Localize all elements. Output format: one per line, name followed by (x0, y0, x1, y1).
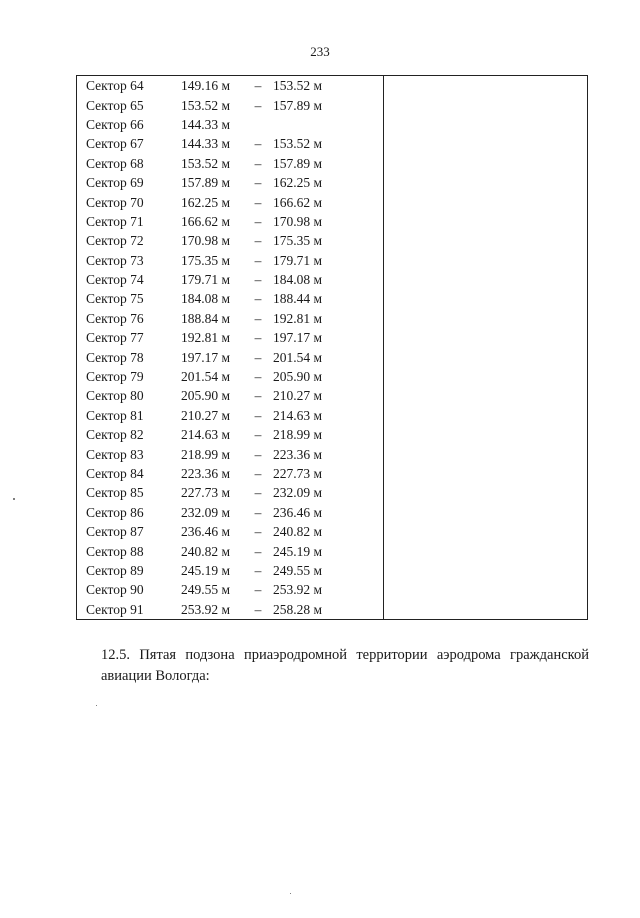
range-to: 245.19 м (273, 543, 323, 559)
range-dash: – (254, 388, 262, 404)
sector-name: Сектор 76 (86, 310, 144, 326)
table-row (77, 192, 383, 211)
range-from: 232.09 м (181, 504, 231, 520)
range-from: 253.92 м (181, 601, 231, 617)
sector-name: Сектор 82 (86, 427, 144, 443)
range-from: 144.33 м (181, 136, 231, 152)
range-from: 153.52 м (181, 97, 231, 113)
sector-rows (77, 76, 383, 619)
table-row (77, 95, 383, 114)
range-to: 192.81 м (273, 310, 323, 326)
range-to: 153.52 м (273, 136, 323, 152)
sector-name: Сектор 86 (86, 504, 144, 520)
range-to: 210.27 м (273, 388, 323, 404)
table-row (77, 406, 383, 425)
range-to: 184.08 м (273, 272, 323, 288)
table-row (77, 444, 383, 463)
range-dash: – (254, 601, 262, 617)
section-line-2: авиации Вологда: (101, 668, 210, 684)
table-row (77, 212, 383, 231)
table-row (77, 154, 383, 173)
range-dash: – (254, 582, 262, 598)
range-from: 157.89 м (181, 175, 231, 191)
range-from: 218.99 м (181, 446, 231, 462)
table-row (77, 386, 383, 405)
table-row (77, 541, 383, 560)
range-to: 175.35 м (273, 233, 323, 249)
scan-speck (13, 498, 15, 500)
range-from: 236.46 м (181, 524, 231, 540)
range-to: 227.73 м (273, 466, 323, 481)
range-to: 223.36 м (273, 446, 323, 462)
sector-name: Сектор 74 (86, 272, 144, 288)
range-from: 227.73 м (181, 485, 231, 501)
range-from: 153.52 м (181, 155, 231, 171)
table-row (77, 76, 383, 95)
range-to: 240.82 м (273, 524, 323, 540)
table-row (77, 289, 383, 308)
range-dash: – (254, 427, 262, 443)
table-row (77, 600, 383, 619)
range-to: 157.89 м (273, 155, 323, 171)
range-from: 170.98 м (181, 233, 231, 249)
scan-speck (290, 893, 291, 894)
range-dash: – (254, 194, 262, 210)
sector-name: Сектор 72 (86, 233, 144, 249)
range-from: 197.17 м (181, 349, 231, 365)
range-to: 170.98 м (273, 213, 323, 229)
range-dash: – (254, 485, 262, 501)
range-from: 188.84 м (181, 310, 231, 326)
range-to: 179.71 м (273, 252, 323, 268)
sector-name: Сектор 88 (86, 543, 144, 559)
range-from: 205.90 м (181, 388, 231, 404)
table-row (77, 309, 383, 328)
range-from: 214.63 м (181, 427, 231, 443)
range-to: 162.25 м (273, 175, 323, 191)
sector-name: Сектор 87 (86, 524, 144, 540)
range-from: 166.62 м (181, 213, 231, 229)
sector-name: Сектор 65 (86, 97, 144, 113)
sector-name: Сектор 83 (86, 446, 144, 462)
table-row (77, 561, 383, 580)
range-from: 245.19 м (181, 562, 231, 578)
sector-name: Сектор 73 (86, 252, 144, 268)
table-row (77, 328, 383, 347)
range-to (273, 115, 383, 134)
sector-name: Сектор 67 (86, 136, 144, 152)
sector-name: Сектор 78 (86, 349, 144, 365)
sector-name: Сектор 89 (86, 562, 144, 578)
table-row (77, 522, 383, 541)
range-to: 153.52 м (273, 78, 323, 94)
range-dash: – (254, 466, 262, 481)
sector-name: Сектор 84 (86, 466, 144, 481)
table-row (77, 580, 383, 599)
range-dash: – (254, 213, 262, 229)
range-to: 236.46 м (273, 504, 323, 520)
range-dash: – (254, 78, 262, 94)
range-from: 223.36 м (181, 466, 231, 481)
range-dash: – (254, 446, 262, 462)
range-dash: – (254, 407, 262, 423)
sector-name: Сектор 71 (86, 213, 144, 229)
table-row (77, 367, 383, 386)
sector-table (76, 75, 588, 620)
range-from: 144.33 м (181, 116, 231, 132)
range-from: 210.27 м (181, 407, 231, 423)
range-dash: – (254, 291, 262, 307)
table-row (77, 270, 383, 289)
table-row (77, 134, 383, 153)
table-row (77, 483, 383, 502)
empty-column (384, 76, 588, 620)
sector-name: Сектор 77 (86, 330, 144, 346)
range-from: 184.08 м (181, 291, 231, 307)
range-from: 249.55 м (181, 582, 231, 598)
range-to: 232.09 м (273, 485, 323, 501)
range-dash: – (254, 330, 262, 346)
range-to: 166.62 м (273, 194, 323, 210)
range-dash: – (254, 233, 262, 249)
range-dash: – (254, 97, 262, 113)
table-row (77, 231, 383, 250)
range-dash (243, 115, 273, 134)
range-from: 175.35 м (181, 252, 231, 268)
range-dash: – (254, 252, 262, 268)
range-dash: – (254, 175, 262, 191)
range-to: 188.44 м (273, 291, 323, 307)
sector-name: Сектор 91 (86, 601, 144, 617)
table-row (77, 173, 383, 192)
range-from: 192.81 м (181, 330, 231, 346)
range-to: 197.17 м (273, 330, 323, 346)
range-from: 201.54 м (181, 369, 231, 385)
sector-name: Сектор 85 (86, 485, 144, 501)
range-from: 179.71 м (181, 272, 231, 288)
range-dash: – (254, 369, 262, 385)
table-row (77, 347, 383, 366)
range-dash: – (254, 136, 262, 152)
sector-name: Сектор 69 (86, 175, 144, 191)
sector-name: Сектор 81 (86, 407, 144, 423)
range-dash: – (254, 272, 262, 288)
range-to: 205.90 м (273, 369, 323, 385)
section-12-5 (101, 645, 589, 687)
range-to: 258.28 м (273, 601, 323, 617)
range-to: 214.63 м (273, 407, 323, 423)
table-row (77, 251, 383, 270)
range-to: 218.99 м (273, 427, 323, 443)
range-from: 162.25 м (181, 194, 231, 210)
range-to: 157.89 м (273, 97, 323, 113)
range-to: 253.92 м (273, 582, 323, 598)
range-dash: – (254, 155, 262, 171)
range-from: 149.16 м (181, 78, 231, 94)
sector-range-column (77, 76, 384, 620)
sector-name: Сектор 66 (86, 116, 144, 132)
page-number: 233 (310, 44, 330, 59)
range-dash: – (254, 349, 262, 365)
range-dash: – (254, 524, 262, 540)
section-line-1: 12.5. Пятая подзона приаэродромной территории аэродрома гражданской (101, 647, 589, 663)
table-row (77, 464, 383, 483)
sector-name: Сектор 75 (86, 291, 144, 307)
sector-name: Сектор 79 (86, 369, 144, 385)
sector-name: Сектор 64 (86, 78, 144, 94)
range-dash: – (254, 562, 262, 578)
range-dash: – (254, 310, 262, 326)
table-row (77, 425, 383, 444)
scan-speck (96, 705, 97, 706)
range-from: 240.82 м (181, 543, 231, 559)
table-row (77, 503, 383, 522)
range-to: 249.55 м (273, 562, 323, 578)
sector-name: Сектор 70 (86, 194, 144, 210)
range-to: 201.54 м (273, 349, 323, 365)
table-row (77, 115, 383, 134)
sector-name: Сектор 68 (86, 155, 144, 171)
range-dash: – (254, 504, 262, 520)
range-dash: – (254, 543, 262, 559)
sector-name: Сектор 80 (86, 388, 144, 404)
sector-name: Сектор 90 (86, 582, 144, 598)
